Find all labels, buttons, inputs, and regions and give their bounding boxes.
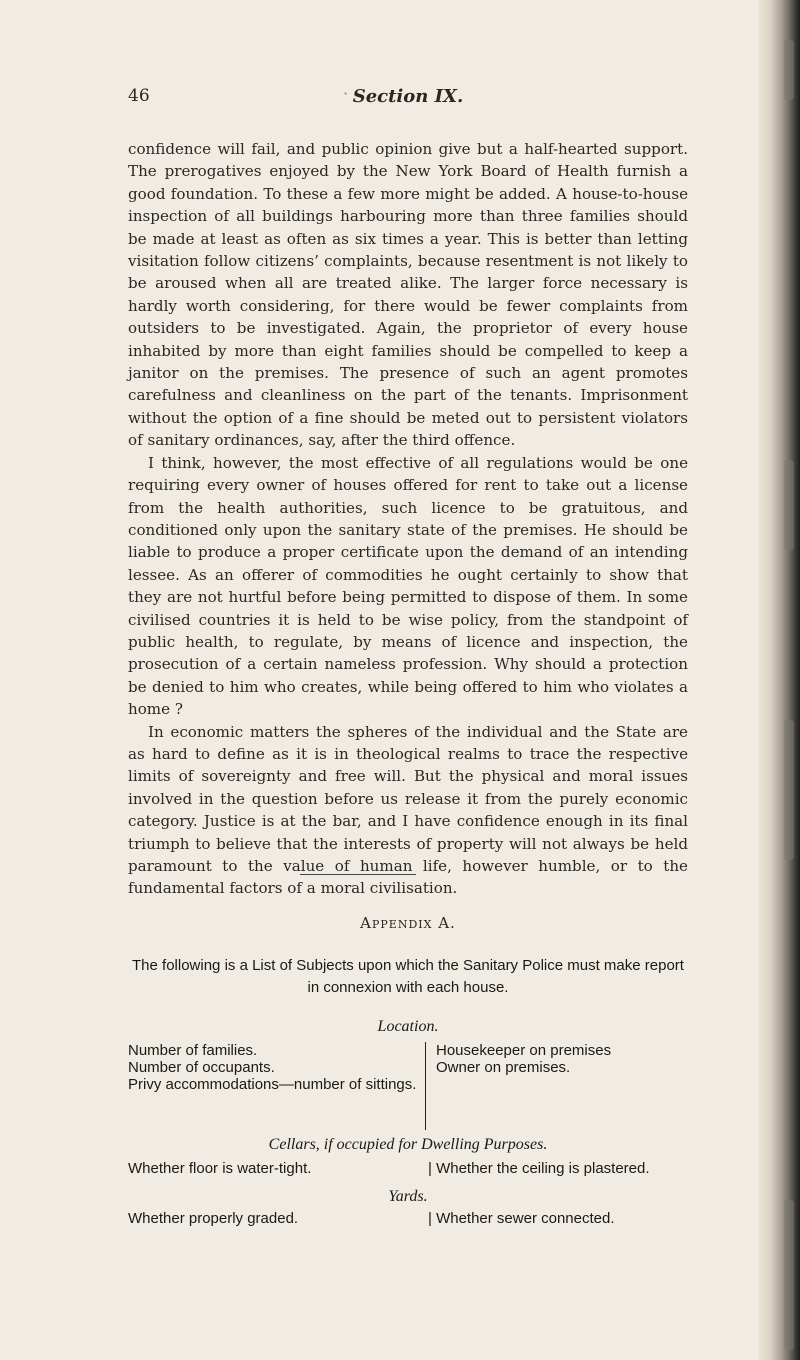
cellars-left-item: Whether floor is water-tight. xyxy=(128,1160,312,1177)
yards-row xyxy=(128,1210,688,1232)
appendix-intro: The following is a List of Subjects upon which the Sanitary Police must make report in connexion with each house. xyxy=(132,957,684,996)
yards-right-item: | Whether sewer connected. xyxy=(428,1210,615,1227)
appendix-title: Appendix A. xyxy=(360,914,456,932)
page-binding-edge xyxy=(758,0,800,1360)
edge-shadow xyxy=(784,460,794,550)
yards-heading: Yards. xyxy=(388,1188,428,1205)
location-item: Number of families. xyxy=(128,1042,258,1059)
paragraph: I think, however, the most effective of all regulations would be one requiring every owner of houses offered for rent to take out a license from the health authorities, such licence to be gratuitous, and conditioned only upon the sanitary state of the premises. He should be liable to produce a proper certificate upon the demand of an intending lessee. As an offerer of commodities he ought certainly to show that they are not hurtful before being permitted to dispose of them. In some civilised countries it is held to be wise policy, from the standpoint of public health, to regulate, by means of licence and inspection, the prosecution of a certain nameless profession. Why should a protection be denied to him who creates, while being offered to him who violates a home ? xyxy=(128,453,688,719)
page-number: 46 xyxy=(128,86,150,106)
location-left-column xyxy=(128,1042,418,1093)
location-item: Housekeeper on premises xyxy=(436,1042,612,1059)
header-dot: · xyxy=(343,84,349,103)
paragraph: confidence will fail, and public opinion give but a half-hearted support. The prerogatives enjoyed by the New York Board of Health furnish a good foundation. To these a few more might be added. A house-to-house inspection of all buildings harbouring more than three families should be made at least as often as six times a year. This is better than letting visitation follow citizens’ complaints, because resentment is not likely to be aroused when all are treated alike. The larger force necessary is hardly worth considering, for there would be fewer complaints from outsiders to be investigated. Again, the proprietor of every house inhabited by more than eight families should be compelled to keep a janitor on the premises. The presence of such an agent promotes carefulness and cleanliness on the part of the tenants. Imprisonment without the option of a fine should be meted out to persistent violators of sanitary ordinances, say, after the third offence. xyxy=(128,140,688,450)
location-item: Number of occupants. xyxy=(128,1059,275,1076)
cellars-heading: Cellars, if occupied for Dwelling Purposes. xyxy=(268,1136,548,1153)
location-right-column xyxy=(425,1042,611,1130)
section-divider xyxy=(300,874,416,875)
main-text xyxy=(128,138,688,900)
edge-shadow xyxy=(784,720,794,860)
paragraph: In economic matters the spheres of the individual and the State are as hard to define as it is in theological realms to trace the respective limits of sovereignty and free will. But the physical and moral issues involved in the question before us release it from the purely economic category. Justice is at the bar, and I have confidence enough in its final triumph to believe that the interests of property will not always be held paramount to the value of human life, however humble, or to the fundamental factors of a moral civilisation. xyxy=(128,722,688,898)
location-item: Owner on premises. xyxy=(436,1059,571,1076)
edge-shadow xyxy=(784,1200,794,1350)
location-heading: Location. xyxy=(377,1018,439,1035)
cellars-row xyxy=(128,1160,688,1182)
page-header xyxy=(128,86,688,110)
cellars-right-text: Whether the ceiling is plastered. xyxy=(436,1160,650,1177)
yards-right-text: Whether sewer connected. xyxy=(436,1210,615,1227)
edge-shadow xyxy=(784,40,794,100)
cellars-right-item: | Whether the ceiling is plastered. xyxy=(428,1160,650,1177)
location-item: Privy accommodations—number of sittings. xyxy=(128,1076,417,1093)
yards-left-item: Whether properly graded. xyxy=(128,1210,299,1227)
location-table xyxy=(128,1042,688,1130)
section-title: Section IX. xyxy=(352,86,464,107)
